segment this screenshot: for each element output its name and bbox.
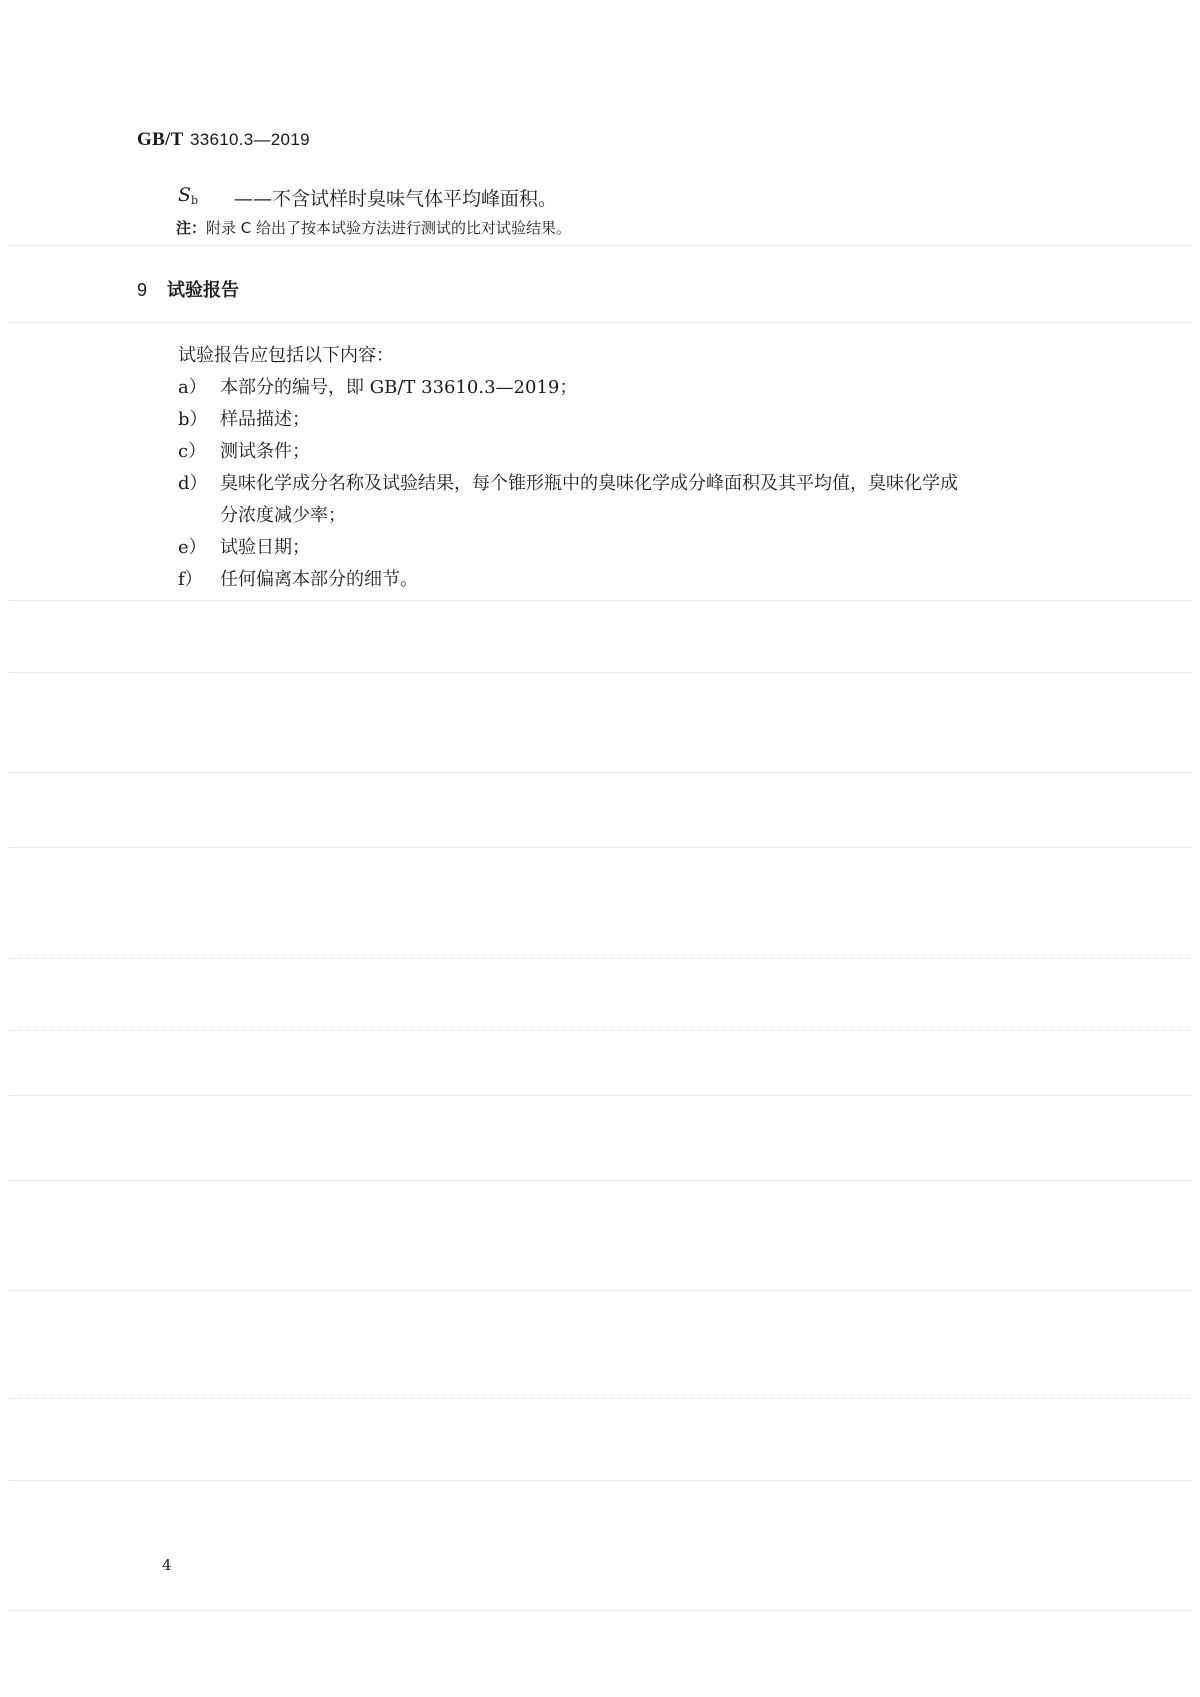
list-item — [178, 469, 958, 495]
section-heading — [137, 276, 239, 302]
list-marker: a） — [178, 377, 207, 398]
section-title: 试验报告 — [167, 280, 240, 301]
list-marker: b） — [178, 409, 208, 430]
list-marker: e） — [178, 537, 207, 558]
list-item-continuation: 分浓度减少率； — [220, 505, 346, 526]
section-number: 9 — [137, 280, 148, 300]
list-marker: d） — [178, 473, 208, 494]
list-text: 任何偏离本部分的细节。 — [220, 569, 418, 590]
definition-text: ——不含试样时臭味气体平均峰面积。 — [234, 188, 558, 210]
definition-symbol: $S_b$ — [178, 184, 199, 207]
list-text: 臭味化学成分名称及试验结果，每个锥形瓶中的臭味化学成分峰面积及其平均值，臭味化学成 — [220, 473, 958, 494]
list-text: 本部分的编号，即 GB/T 33610.3—2019； — [220, 377, 578, 398]
list-text: 试验日期； — [220, 537, 310, 558]
page-number: 4 — [162, 1556, 172, 1574]
list-item — [178, 405, 310, 431]
list-item — [178, 373, 577, 399]
list-item — [178, 565, 418, 591]
list-item — [178, 533, 310, 559]
list-text: 样品描述； — [220, 409, 310, 430]
definition-subscript: b — [191, 194, 199, 207]
list-text: 测试条件； — [220, 441, 310, 462]
standard-header — [137, 128, 310, 151]
list-marker: f） — [178, 569, 203, 590]
list-item — [178, 437, 310, 463]
note — [176, 217, 571, 238]
standard-number: 33610.3—2019 — [189, 130, 310, 149]
section-intro: 试验报告应包括以下内容： — [178, 345, 394, 366]
list-marker: c） — [178, 441, 207, 462]
standard-code: GB/T — [137, 129, 184, 150]
note-label: 注： — [176, 219, 207, 237]
note-text: 附录 C 给出了按本试验方法进行测试的比对试验结果。 — [206, 219, 572, 237]
